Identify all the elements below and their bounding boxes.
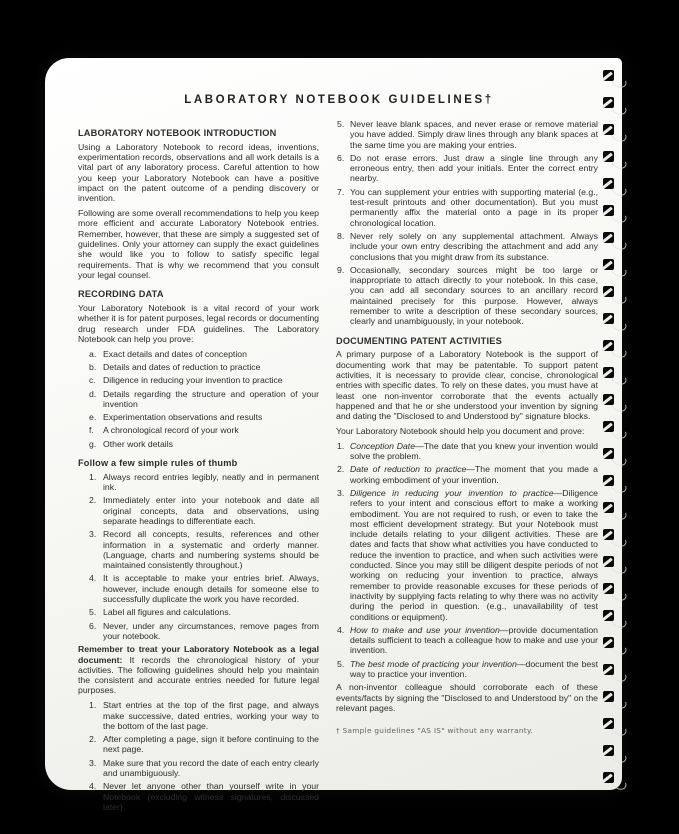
binding-unit — [603, 421, 633, 439]
binding-unit — [603, 367, 633, 385]
binding-hole-icon — [603, 421, 614, 432]
list-marker: g. — [89, 438, 97, 449]
wire-glint — [601, 261, 612, 270]
wire-glint — [601, 558, 612, 567]
list-item: 1. Always record entries legibly, neatly and in permanent ink. — [89, 471, 319, 493]
binding-unit — [603, 313, 633, 331]
list-item: c. Diligence in reducing your invention to practice — [89, 375, 283, 386]
wire-glint — [601, 234, 612, 243]
list-item: 2. Immediately enter into your notebook and date all original concepts, data and observations, using separate headings to differentiate each. — [89, 495, 319, 526]
binding-hole-icon — [603, 691, 614, 702]
page-title: LABORATORY NOTEBOOK GUIDELINES† — [184, 94, 494, 106]
paragraph: Following are some overall recommendations to help you keep more efficient and accurate Laboratory Notebook entries. Remember, however, that these are simply a suggested set of guidelines. Only your attorney can supply the exact guidelines she would like you to follow to satisfy specific legal requirements. That is why we recommend that you consult your legal counsel. — [78, 208, 319, 280]
list-marker: f. — [89, 425, 94, 436]
wire-glint — [601, 207, 612, 216]
binding-unit — [603, 286, 633, 304]
wire-glint — [601, 315, 612, 324]
binding-hole-icon — [603, 205, 614, 216]
list-item: 5. The best mode of practicing your invention—document the best way to practice your invention. — [337, 658, 598, 680]
binding-hole-icon — [603, 232, 614, 243]
paragraph: Using a Laboratory Notebook to record ideas, inventions, experimentation records, observations and all work details is a vital part of any laboratory process. Careful attention to how you keep your Laboratory Notebook can have a positive impact on the patent outcome of a pending discovery or invention. — [78, 141, 319, 204]
binding-hole-icon — [603, 475, 614, 486]
paragraph: A non-inventor colleague should corroborate each of these events/facts by signing the "Disclosed to and Understood by" on the relevant pages. — [336, 682, 598, 713]
wire-glint — [601, 720, 612, 729]
list-marker: d. — [89, 388, 97, 399]
binding-hole-icon — [603, 556, 614, 567]
two-column-layout — [45, 119, 622, 812]
list-item: e. Experimentation observations and results — [89, 412, 263, 423]
binding-unit — [603, 259, 633, 277]
binding-hole-icon — [603, 286, 614, 297]
list-item: 4. Never let anyone other than yourself write in your Notebook (excluding witness signatures, discussed later). — [89, 781, 319, 812]
wire-glint — [601, 693, 612, 702]
list-marker: 2. — [89, 734, 97, 745]
binding-unit — [603, 718, 633, 736]
binding-unit — [603, 232, 633, 250]
wire-glint — [601, 585, 612, 594]
paragraph: Your Laboratory Notebook is a vital record of your work whether it is for patent purposes, legal records or documenting drug research under FDA guidelines. The Laboratory Notebook can help you prove: — [78, 302, 319, 344]
list-item: 4. How to make and use your invention—provide documentation details sufficient to teach a colleague how to make and use your invention. — [337, 624, 598, 656]
list-item: 7. You can supplement your entries with supporting material (e.g., test-result printouts and other documentation). But you must permanently affix the material onto a page in its proper chronological location. — [337, 186, 598, 228]
list-item: 9. Occasionally, secondary sources might be too large or inappropriate to attach directly to your notebook. In this case, you can add all secondary sources to an ancillary record maintained precisely for this purpose. However, always remember to write a description of these secondary sources, clearly and unambiguously, in your notebook. — [337, 264, 598, 327]
binding-hole-icon — [603, 178, 614, 189]
binding-unit — [603, 529, 633, 547]
list-marker: 5. — [337, 119, 345, 129]
list-marker: 6. — [89, 620, 97, 631]
binding-hole-icon — [603, 664, 614, 675]
list-marker: 4. — [89, 573, 97, 584]
list-item: 1. Conception Date—The date that you knew your invention would solve the problem. — [337, 440, 599, 462]
list-item: a. Exact details and dates of conception — [89, 348, 247, 359]
paragraph: Your Laboratory Notebook should help you document and prove: — [336, 426, 585, 437]
list-marker: 3. — [89, 757, 97, 768]
binding-unit — [603, 475, 633, 493]
list-item: d. Details regarding the structure and operation of your invention — [89, 388, 319, 409]
list-item: b. Details and dates of reduction to practice — [89, 361, 261, 372]
binding-hole-icon — [603, 745, 614, 756]
list-marker: 1. — [337, 440, 345, 451]
paragraph: Remember to treat your Laboratory Notebook as a legal document: It records the chronological history of your activities. The following guidelines should help you maintain the consistent and accurate entries needed for future legal purposes. — [78, 644, 319, 696]
binding-unit — [603, 502, 633, 520]
list-marker: 3. — [89, 529, 97, 540]
wire-glint — [601, 369, 612, 378]
wire-glint — [601, 531, 612, 540]
list-item: 3. Diligence in reducing your invention to practice—Diligence refers to your intent and conscious effort to make a working embodiment. You are not required to rush, or even to take the most efficient development strategy. But your Notebook must include details relating to your diligent activities. These are dates and facts that show what activities you have conducted to reduce the invention to practice, and when such activities were conducted. Since you may still be diligent despite periods of not working on reducing your invention to practice, always remember to provide reasonable excuses for these periods of inactivity by supplying facts relating to why there was no activity during the period in question. (e.g., unavailability of test conditions or equipment). — [337, 488, 598, 622]
paragraph: A primary purpose of a Laboratory Notebook is the support of documenting work that may be patentable. To support patent activities, it is necessary to provide clear, concise, chronological entries with specific dates. To rely on these dates, you must have at least one non-inventor corroborate that the events actually happened and that he or she understood your invention by signing and dating the "Disclosed to and Understood by" signature blocks. — [336, 349, 598, 422]
binding-hole-icon — [603, 448, 614, 459]
list-marker: 5. — [89, 607, 97, 618]
section-heading: Follow a few simple rules of thumb — [78, 458, 238, 469]
binding-hole-icon — [603, 259, 614, 270]
section-heading: RECORDING DATA — [78, 289, 164, 300]
binding-hole-icon — [603, 637, 614, 648]
binding-hole-icon — [603, 394, 614, 405]
list-item: g. Other work details — [89, 438, 174, 449]
list-marker: 9. — [337, 264, 345, 275]
notebook-page — [45, 58, 622, 812]
list-item: 2. Date of reduction to practice—The moment that you made a working embodiment of your invention. — [337, 464, 599, 485]
binding-hole-icon — [603, 529, 614, 540]
wire-glint — [601, 423, 612, 432]
list-marker: 6. — [337, 152, 345, 163]
list-marker: 5. — [337, 658, 345, 669]
binding-unit — [603, 70, 633, 88]
list-marker: 1. — [89, 471, 97, 482]
footnote: † Sample guidelines "AS IS" without any warranty. — [336, 726, 534, 736]
list-item: 6. Never, under any circumstances, remove pages from your notebook. — [89, 620, 319, 641]
right-column — [336, 119, 598, 777]
binding-hole-icon — [603, 313, 614, 324]
list-marker: 7. — [337, 186, 345, 197]
wire-glint — [601, 477, 612, 486]
list-item: 3. Record all concepts, results, references and other information in a systematic and orderly manner. (Language, charts and numbering systems should be maintained consistently throughout.) — [89, 529, 319, 571]
binding-unit — [603, 205, 633, 223]
wire-glint — [601, 450, 612, 459]
wire-glint — [601, 612, 612, 621]
binding-unit — [603, 394, 633, 412]
binding-hole-icon — [603, 97, 614, 108]
list-marker: 4. — [89, 781, 97, 792]
binding-unit — [603, 97, 633, 115]
wire-glint — [601, 126, 612, 135]
list-item: 6. Do not erase errors. Just draw a single line through any erroneous entry, then add your initials. Enter the correct entry nearby. — [337, 152, 598, 184]
wire-glint — [601, 504, 612, 513]
binding-hole-icon — [603, 367, 614, 378]
wire-glint — [601, 99, 612, 108]
binding-hole-icon — [603, 718, 614, 729]
binding-hole-icon — [603, 502, 614, 513]
wire-glint — [601, 288, 612, 297]
binding-unit — [603, 691, 633, 709]
list-marker: 1. — [89, 700, 97, 711]
binding-unit — [603, 124, 633, 142]
binding-hole-icon — [603, 70, 614, 81]
binding-hole-icon — [603, 151, 614, 162]
list-marker: c. — [89, 375, 96, 386]
list-item-lead: Date of reduction to practice — [350, 464, 467, 475]
wire-glint — [601, 396, 612, 405]
list-item-lead: Conception Date — [350, 440, 416, 451]
wire-glint — [601, 666, 612, 675]
list-marker: 3. — [337, 488, 345, 498]
list-item: 4. It is acceptable to make your entries brief. Always, however, include enough details for someone else to successfully duplicate the work you have recorded. — [89, 573, 319, 605]
list-item: f. A chronological record of your work — [89, 425, 239, 436]
list-marker: 2. — [337, 464, 345, 475]
binding-hole-icon — [603, 583, 614, 594]
list-item: 5. Never leave blank spaces, and never erase or remove material you have added. Simply draw lines through any blank spaces at the same time you are making your entries. — [337, 119, 598, 150]
list-marker: e. — [89, 412, 97, 423]
list-item: 8. Never rely solely on any supplemental attachment. Always include your own entry describing the attachment and add any conclusions that you might draw from its substance. — [337, 230, 598, 262]
list-marker: a. — [89, 348, 97, 359]
list-marker: 8. — [337, 230, 345, 241]
binding-unit — [603, 610, 633, 628]
binding-hole-icon — [603, 610, 614, 621]
wire-glint — [601, 153, 612, 162]
binding-hole-icon — [603, 772, 614, 783]
list-item: 1. Start entries at the top of the first page, and always make successive, dated entries, working your way to the bottom of the last page. — [89, 700, 319, 731]
binding-hole-icon — [603, 124, 614, 135]
binding-unit — [603, 448, 633, 466]
wire-glint — [601, 747, 612, 756]
left-column — [78, 119, 319, 812]
list-item-lead: The best mode of practicing your invention — [350, 658, 517, 669]
section-heading: DOCUMENTING PATENT ACTIVITIES — [336, 335, 502, 346]
binding-unit — [603, 151, 633, 169]
list-marker: b. — [89, 361, 97, 372]
wire-glint — [601, 180, 612, 189]
wire-glint — [601, 639, 612, 648]
binding-unit — [603, 556, 633, 574]
binding-unit — [603, 637, 633, 655]
binding-unit — [603, 583, 633, 601]
wire-glint — [601, 774, 612, 783]
section-heading: LABORATORY NOTEBOOK INTRODUCTION — [78, 128, 277, 138]
binding-unit — [603, 664, 633, 682]
list-marker: 4. — [337, 624, 345, 635]
list-item-lead: How to make and use your invention — [350, 624, 500, 635]
list-item: 2. After completing a page, sign it before continuing to the next page. — [89, 734, 319, 755]
wire-glint — [601, 72, 612, 81]
binding-unit — [603, 340, 633, 358]
binding-unit — [603, 772, 633, 790]
list-marker: 2. — [89, 495, 97, 506]
list-item-lead: Diligence in reducing your invention to practice — [350, 488, 554, 498]
binding-unit — [603, 745, 633, 763]
list-item: 3. Make sure that you record the date of each entry clearly and unambiguously. — [89, 757, 319, 779]
wire-glint — [601, 342, 612, 351]
list-item: 5. Label all figures and calculations. — [89, 607, 231, 618]
binding-hole-icon — [603, 340, 614, 351]
paragraph-lead: Remember to treat your Laboratory Notebook as a legal document: — [78, 644, 319, 665]
binding-unit — [603, 178, 633, 196]
